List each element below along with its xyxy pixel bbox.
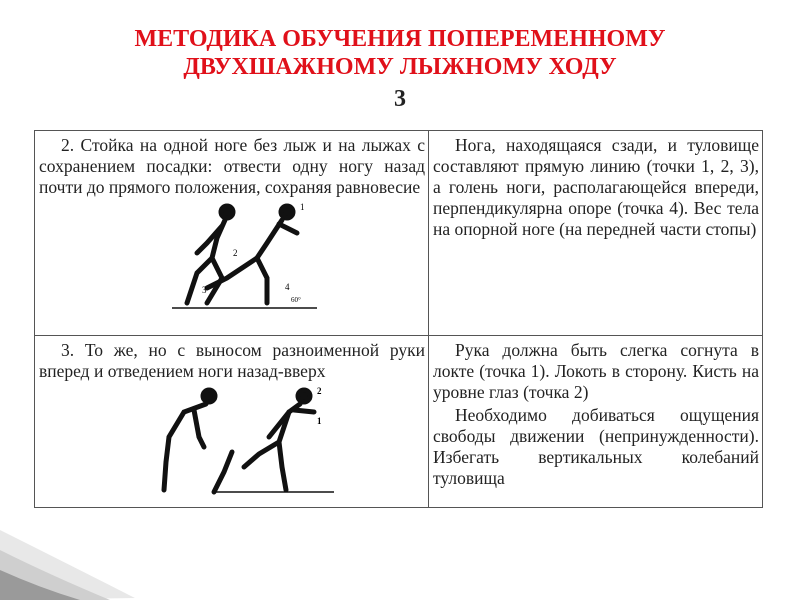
figure-label: 2 bbox=[317, 386, 322, 396]
notes-text: Рука должна быть слегка согнута в локте (точка 1). Локоть в сторону. Кисть на уровне глаз (точка 2) bbox=[433, 340, 759, 402]
skier-figure-illustration bbox=[167, 198, 317, 313]
skier-figure-illustration bbox=[154, 382, 334, 497]
figure-label: 3 bbox=[202, 285, 207, 295]
notes-cell bbox=[429, 131, 763, 336]
exercise-text: 2. Стойка на одной ноге без лыж и на лыжах с сохранением посадки: отвести одну ногу назад почти до прямого положения, сохраняя равновесие bbox=[39, 135, 425, 197]
figure-label: 1 bbox=[300, 202, 305, 212]
figure-label: 60° bbox=[291, 296, 301, 304]
slide-title-line-2: ДВУХШАЖНОМУ ЛЫЖНОМУ ХОДУ bbox=[183, 54, 617, 80]
exercise-text: 3. То же, но с выносом разноименной руки вперед и отведением ноги назад-вверх bbox=[39, 340, 425, 381]
exercise-cell bbox=[35, 336, 429, 508]
table-row bbox=[35, 336, 763, 508]
notes-text: Необходимо добиваться ощущения свободы движении (непринужденности). Избегать вертикальных колебаний туловища bbox=[433, 405, 759, 488]
notes-text: Нога, находящаяся сзади, и туловище составляют прямую линию (точки 1, 2, 3), а голень ноги, располагающейся впереди, перпендикулярна опоре (точка 4). Вес тела на опорной ноге (на передней части стопы) bbox=[433, 135, 759, 239]
decorative-swoosh bbox=[0, 520, 140, 600]
exercise-table bbox=[34, 130, 763, 508]
figure-label: 4 bbox=[285, 282, 290, 292]
slide-title-line-1: МЕТОДИКА ОБУЧЕНИЯ ПОПЕРЕМЕННОМУ bbox=[134, 26, 666, 52]
figure-label: 2 bbox=[233, 248, 238, 258]
slide-number: 3 bbox=[394, 86, 406, 112]
exercise-cell bbox=[35, 131, 429, 336]
figure-label: 1 bbox=[317, 416, 322, 426]
table-row bbox=[35, 131, 763, 336]
notes-cell bbox=[429, 336, 763, 508]
